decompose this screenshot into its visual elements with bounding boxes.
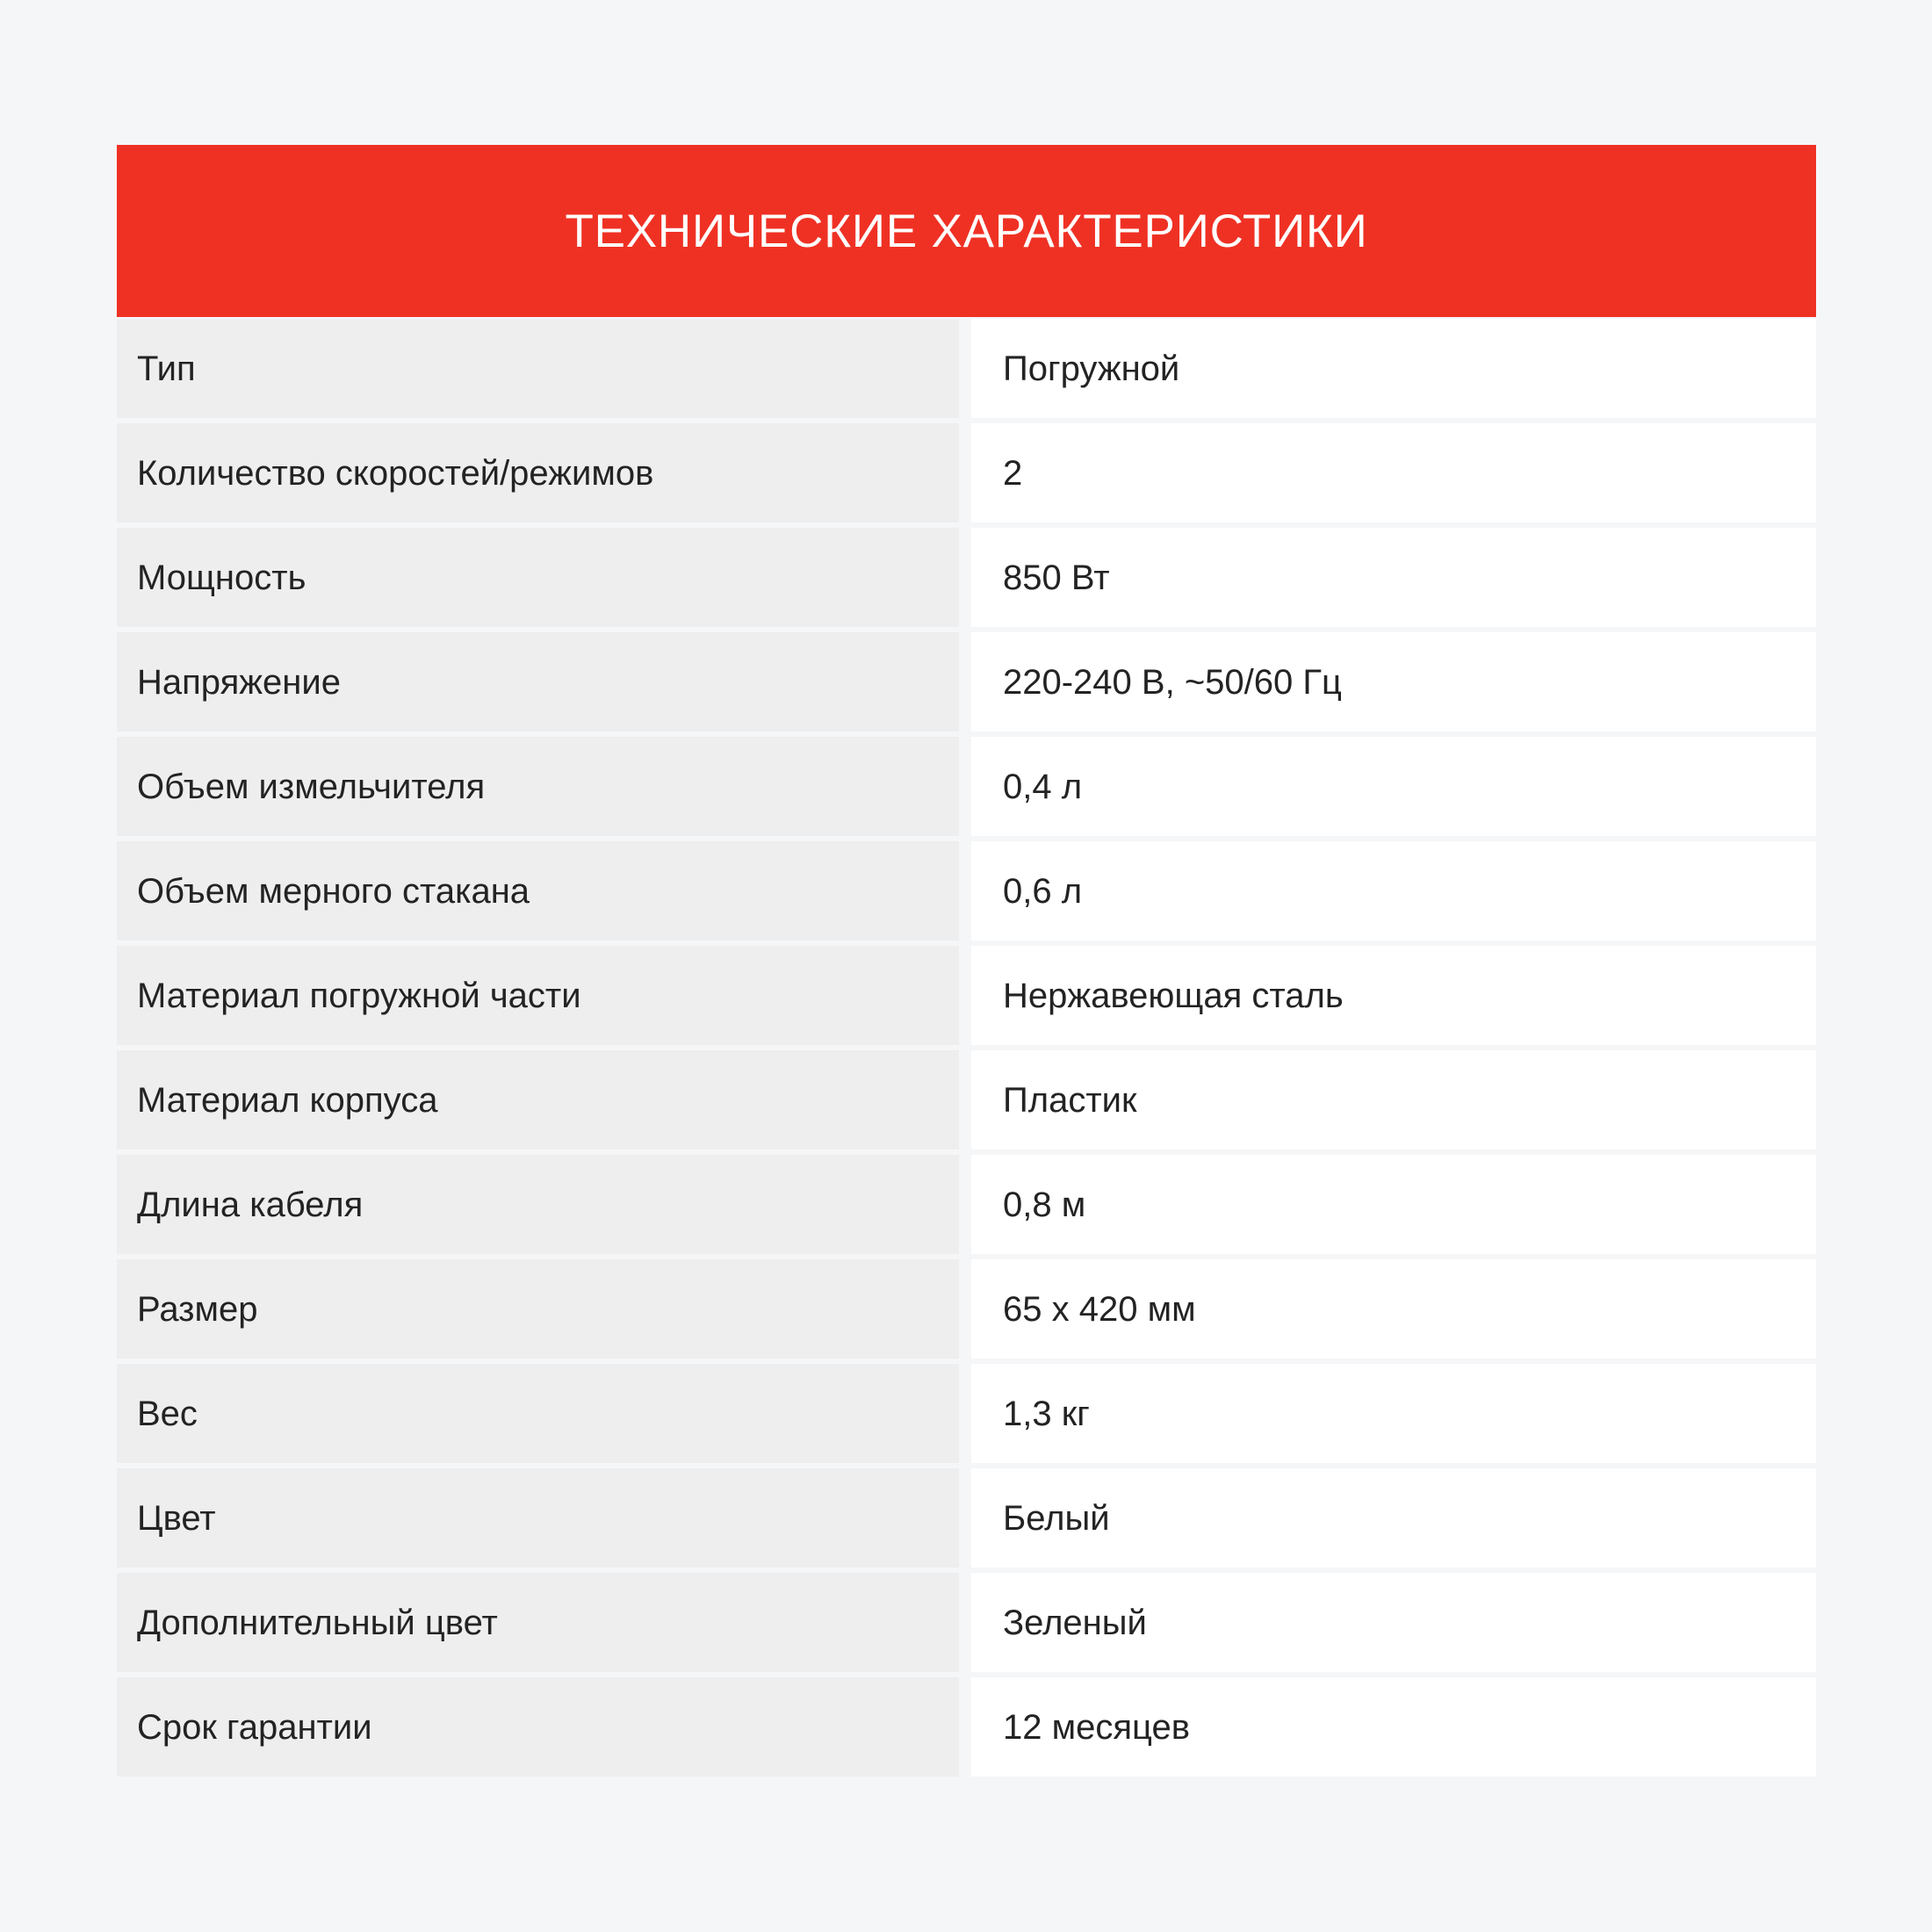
spec-value-cell [971, 737, 1816, 836]
column-divider [959, 1050, 971, 1150]
spec-label-cell [117, 1259, 959, 1359]
spec-value-cell [971, 1468, 1816, 1568]
column-divider [959, 1677, 971, 1777]
spec-value-cell [971, 1364, 1816, 1463]
spec-label-cell [117, 1364, 959, 1463]
table-row [117, 1259, 1816, 1359]
spec-value-text: 0,4 л [1003, 767, 1083, 806]
spec-value-cell [971, 319, 1816, 418]
page-title: ТЕХНИЧЕСКИЕ ХАРАКТЕРИСТИКИ [565, 205, 1368, 257]
spec-value-cell [971, 946, 1816, 1045]
table-row [117, 1155, 1816, 1254]
spec-value-text: 1,3 кг [1003, 1394, 1090, 1433]
spec-label-cell [117, 1468, 959, 1568]
spec-label-text: Напряжение [137, 662, 341, 702]
specifications-table [117, 145, 1816, 1777]
specifications-row-list [117, 317, 1816, 1777]
spec-value-text: 2 [1003, 453, 1023, 493]
column-divider [959, 841, 971, 941]
spec-value-cell [971, 1573, 1816, 1672]
column-divider [959, 1364, 971, 1463]
spec-value-cell [971, 632, 1816, 732]
column-divider [959, 632, 971, 732]
spec-value-text: Погружной [1003, 349, 1180, 388]
spec-label-text: Материал корпуса [137, 1080, 438, 1120]
spec-value-text: 850 Вт [1003, 558, 1110, 597]
spec-label-text: Количество скоростей/режимов [137, 453, 654, 493]
spec-label-cell [117, 1677, 959, 1777]
spec-value-cell [971, 841, 1816, 941]
spec-value-cell [971, 423, 1816, 523]
spec-value-text: Нержавеющая сталь [1003, 976, 1344, 1015]
spec-label-cell [117, 319, 959, 418]
spec-label-cell [117, 737, 959, 836]
column-divider [959, 319, 971, 418]
table-row [117, 841, 1816, 941]
column-divider [959, 1468, 971, 1568]
spec-label-text: Длина кабеля [137, 1185, 364, 1224]
spec-value-cell [971, 1155, 1816, 1254]
table-row [117, 528, 1816, 627]
spec-value-text: 65 x 420 мм [1003, 1289, 1196, 1329]
spec-label-text: Размер [137, 1289, 258, 1329]
spec-value-cell [971, 1677, 1816, 1777]
table-row [117, 1364, 1816, 1463]
spec-label-cell [117, 946, 959, 1045]
spec-label-text: Дополнительный цвет [137, 1603, 498, 1642]
spec-value-text: 0,6 л [1003, 871, 1083, 911]
column-divider [959, 1573, 971, 1672]
spec-label-text: Объем мерного стакана [137, 871, 530, 911]
spec-label-text: Цвет [137, 1498, 216, 1538]
table-row [117, 1050, 1816, 1150]
spec-label-cell [117, 1050, 959, 1150]
spec-label-text: Мощность [137, 558, 306, 597]
spec-label-cell [117, 1155, 959, 1254]
spec-label-cell [117, 841, 959, 941]
table-row [117, 1468, 1816, 1568]
table-row [117, 632, 1816, 732]
column-divider [959, 1259, 971, 1359]
spec-value-text: 0,8 м [1003, 1185, 1086, 1224]
table-row [117, 1677, 1816, 1777]
spec-label-text: Материал погружной части [137, 976, 581, 1015]
column-divider [959, 423, 971, 523]
spec-value-text: Белый [1003, 1498, 1110, 1538]
spec-label-cell [117, 528, 959, 627]
spec-value-cell [971, 528, 1816, 627]
column-divider [959, 528, 971, 627]
table-row [117, 737, 1816, 836]
spec-value-text: Пластик [1003, 1080, 1137, 1120]
spec-value-cell [971, 1259, 1816, 1359]
spec-label-cell [117, 1573, 959, 1672]
spec-label-text: Срок гарантии [137, 1707, 372, 1747]
spec-value-cell [971, 1050, 1816, 1150]
spec-value-text: 220-240 В, ~50/60 Гц [1003, 662, 1342, 702]
spec-label-cell [117, 423, 959, 523]
table-row [117, 1573, 1816, 1672]
table-row [117, 946, 1816, 1045]
spec-label-text: Объем измельчителя [137, 767, 486, 806]
specifications-header-bar [117, 145, 1816, 317]
spec-label-text: Вес [137, 1394, 198, 1433]
column-divider [959, 1155, 971, 1254]
spec-label-cell [117, 632, 959, 732]
column-divider [959, 946, 971, 1045]
spec-value-text: 12 месяцев [1003, 1707, 1190, 1747]
table-row [117, 319, 1816, 418]
column-divider [959, 737, 971, 836]
spec-label-text: Тип [137, 349, 196, 388]
spec-value-text: Зеленый [1003, 1603, 1147, 1642]
table-row [117, 423, 1816, 523]
